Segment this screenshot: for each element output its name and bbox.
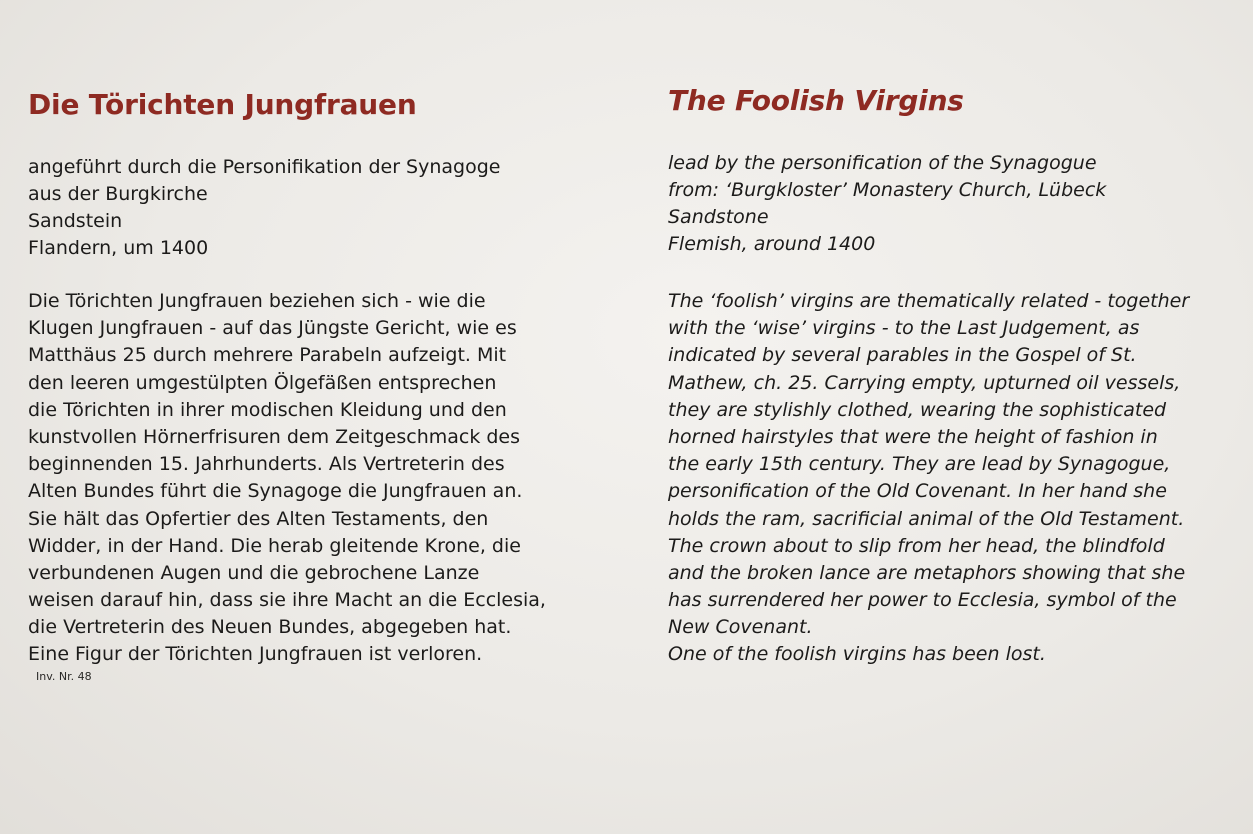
german-body-line: Sie hält das Opfertier des Alten Testaments, den (28, 507, 489, 530)
german-description (28, 288, 546, 669)
english-body-line: Mathew, ch. 25. Carrying empty, upturned oil vessels, (668, 371, 1181, 394)
german-body-line: die Vertreterin des Neuen Bundes, abgegeben hat. (28, 616, 512, 639)
english-body-line: they are stylishly clothed, wearing the sophisticated (668, 398, 1167, 421)
german-body-line: Eine Figur der Törichten Jungfrauen ist verloren. (28, 643, 483, 666)
german-object-details (28, 154, 500, 262)
german-body-line: den leeren umgestülpten Ölgefäßen entsprechen (28, 371, 497, 394)
english-meta-line: Flemish, around 1400 (668, 233, 876, 255)
english-body-line: with the ‘wise’ virgins - to the Last Judgement, as (668, 317, 1140, 340)
english-body-line: The ‘foolish’ virgins are thematically related - together (668, 290, 1190, 312)
german-body-line: weisen darauf hin, dass sie ihre Macht an die Ecclesia, (28, 589, 546, 612)
german-meta-line: angeführt durch die Personifikation der Synagoge (28, 156, 501, 178)
english-body-line: One of the foolish virgins has been lost. (668, 643, 1046, 666)
german-body-line: Widder, in der Hand. Die herab gleitende Krone, die (28, 534, 521, 557)
english-body-line: personification of the Old Covenant. In her hand she (668, 480, 1167, 503)
english-body-line: New Covenant. (668, 616, 813, 639)
english-body-line: indicated by several parables in the Gospel of St. (668, 344, 1137, 367)
german-meta-line: Sandstein (28, 210, 123, 232)
german-body-line: verbundenen Augen und die gebrochene Lanze (28, 561, 480, 584)
english-object-details (668, 150, 1106, 258)
english-description (668, 288, 1189, 669)
english-body-line: and the broken lance are metaphors showing that she (668, 561, 1186, 584)
english-title: The Foolish Virgins (668, 84, 964, 117)
german-body-line: Die Törichten Jungfrauen beziehen sich - wie die (28, 290, 486, 312)
german-body-line: Klugen Jungfrauen - auf das Jüngste Gericht, wie es (28, 317, 517, 340)
english-body-line: horned hairstyles that were the height of fashion in (668, 425, 1158, 448)
inventory-number: Inv. Nr. 48 (36, 670, 92, 683)
english-body-line: holds the ram, sacrificial animal of the Old Testament. (668, 507, 1185, 530)
english-body-line: The crown about to slip from her head, the blindfold (668, 534, 1165, 557)
german-body-line: die Törichten in ihrer modischen Kleidung und den (28, 398, 507, 421)
english-meta-line: Sandstone (668, 206, 769, 228)
english-meta-line: lead by the personification of the Synagogue (668, 152, 1097, 174)
german-body-line: beginnenden 15. Jahrhunderts. Als Vertreterin des (28, 453, 505, 476)
german-body-line: Matthäus 25 durch mehrere Parabeln aufzeigt. Mit (28, 344, 507, 367)
english-body-line: has surrendered her power to Ecclesia, symbol of the (668, 589, 1177, 612)
english-meta-line: from: ‘Burgkloster’ Monastery Church, Lübeck (668, 179, 1107, 201)
german-title: Die Törichten Jungfrauen (28, 88, 417, 121)
german-meta-line: Flandern, um 1400 (28, 237, 209, 259)
english-body-line: the early 15th century. They are lead by Synagogue, (668, 453, 1171, 476)
german-body-line: Alten Bundes führt die Synagoge die Jungfrauen an. (28, 480, 523, 503)
german-body-line: kunstvollen Hörnerfrisuren dem Zeitgeschmack des (28, 425, 521, 448)
german-meta-line: aus der Burgkirche (28, 183, 208, 205)
